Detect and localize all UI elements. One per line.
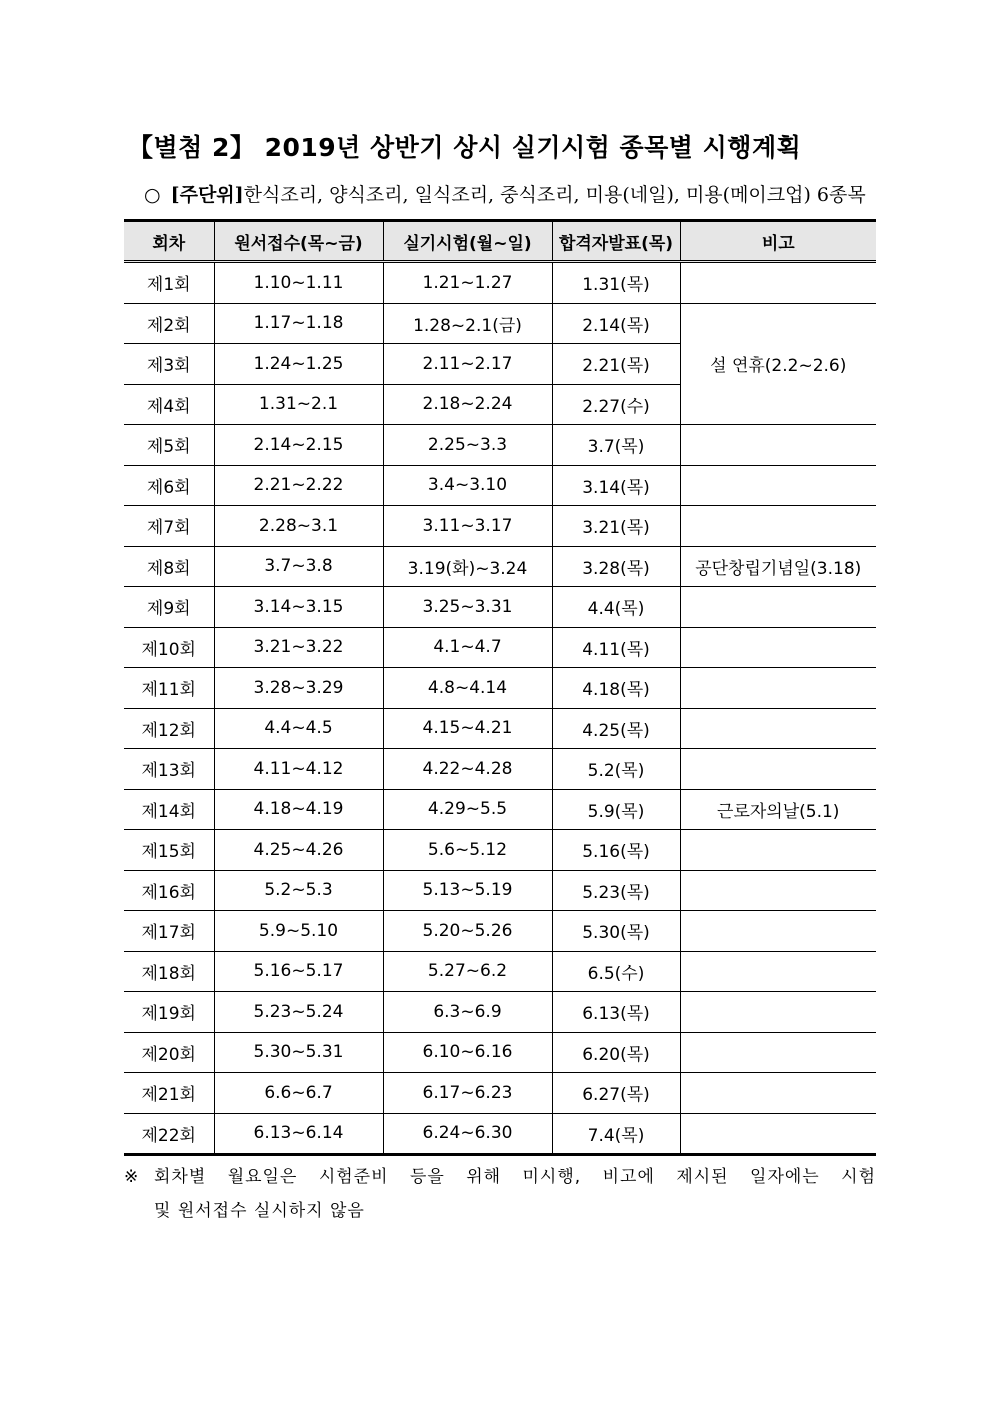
table-row bbox=[124, 870, 876, 911]
table-row bbox=[124, 708, 876, 749]
application-cell: 1.17~1.18 bbox=[214, 303, 383, 344]
remarks-cell bbox=[680, 1032, 876, 1073]
table-row bbox=[124, 465, 876, 506]
exam-cell: 6.10~6.16 bbox=[383, 1032, 552, 1073]
remarks-cell bbox=[680, 668, 876, 709]
announcement-cell: 5.23(목) bbox=[552, 870, 680, 911]
exam-cell: 3.11~3.17 bbox=[383, 506, 552, 547]
announcement-cell: 5.2(목) bbox=[552, 749, 680, 790]
application-cell: 1.31~2.1 bbox=[214, 384, 383, 425]
announcement-cell: 5.30(목) bbox=[552, 911, 680, 952]
application-cell: 5.30~5.31 bbox=[214, 1032, 383, 1073]
application-cell: 3.14~3.15 bbox=[214, 587, 383, 628]
announcement-cell: 4.25(목) bbox=[552, 708, 680, 749]
header-result-announcement: 합격자발표(목) bbox=[552, 221, 680, 262]
exam-cell: 6.3~6.9 bbox=[383, 992, 552, 1033]
exam-cell: 4.1~4.7 bbox=[383, 627, 552, 668]
announcement-cell: 6.13(목) bbox=[552, 992, 680, 1033]
application-cell: 2.14~2.15 bbox=[214, 425, 383, 466]
round-cell: 제9회 bbox=[124, 587, 214, 628]
document-title: 【별첨 2】 2019년 상반기 상시 실기시험 종목별 시행계획 bbox=[128, 133, 802, 162]
footnote bbox=[124, 1160, 876, 1228]
round-cell: 제1회 bbox=[124, 262, 214, 304]
remarks-cell bbox=[680, 587, 876, 628]
round-cell: 제17회 bbox=[124, 911, 214, 952]
remarks-cell: 근로자의날(5.1) bbox=[680, 789, 876, 830]
exam-cell: 4.29~5.5 bbox=[383, 789, 552, 830]
application-cell: 2.21~2.22 bbox=[214, 465, 383, 506]
header-application: 원서접수(목~금) bbox=[214, 221, 383, 262]
remarks-cell bbox=[680, 830, 876, 871]
announcement-cell: 2.14(목) bbox=[552, 303, 680, 344]
round-cell: 제8회 bbox=[124, 546, 214, 587]
remarks-cell bbox=[680, 627, 876, 668]
round-cell: 제4회 bbox=[124, 384, 214, 425]
exam-cell: 5.20~5.26 bbox=[383, 911, 552, 952]
exam-cell: 3.4~3.10 bbox=[383, 465, 552, 506]
application-cell: 5.2~5.3 bbox=[214, 870, 383, 911]
exam-cell: 5.27~6.2 bbox=[383, 951, 552, 992]
table-row bbox=[124, 1073, 876, 1114]
table-row bbox=[124, 830, 876, 871]
announcement-cell: 2.27(수) bbox=[552, 384, 680, 425]
remarks-cell bbox=[680, 708, 876, 749]
exam-cell: 5.13~5.19 bbox=[383, 870, 552, 911]
table-row bbox=[124, 627, 876, 668]
application-cell: 4.18~4.19 bbox=[214, 789, 383, 830]
round-cell: 제11회 bbox=[124, 668, 214, 709]
announcement-cell: 7.4(목) bbox=[552, 1113, 680, 1155]
round-cell: 제5회 bbox=[124, 425, 214, 466]
remarks-cell bbox=[680, 1113, 876, 1155]
announcement-cell: 3.14(목) bbox=[552, 465, 680, 506]
exam-cell: 6.24~6.30 bbox=[383, 1113, 552, 1155]
exam-cell: 2.18~2.24 bbox=[383, 384, 552, 425]
announcement-cell: 6.20(목) bbox=[552, 1032, 680, 1073]
announcement-cell: 5.9(목) bbox=[552, 789, 680, 830]
exam-cell: 3.19(화)~3.24 bbox=[383, 546, 552, 587]
exam-cell: 2.11~2.17 bbox=[383, 344, 552, 385]
announcement-cell: 6.27(목) bbox=[552, 1073, 680, 1114]
table-row bbox=[124, 749, 876, 790]
header-round: 회차 bbox=[124, 221, 214, 262]
header-practical-exam: 실기시험(월~일) bbox=[383, 221, 552, 262]
application-cell: 4.11~4.12 bbox=[214, 749, 383, 790]
announcement-cell: 3.7(목) bbox=[552, 425, 680, 466]
round-cell: 제16회 bbox=[124, 870, 214, 911]
table-row bbox=[124, 911, 876, 952]
remarks-cell: 공단창립기념일(3.18) bbox=[680, 546, 876, 587]
application-cell: 3.7~3.8 bbox=[214, 546, 383, 587]
round-cell: 제3회 bbox=[124, 344, 214, 385]
exam-cell: 4.8~4.14 bbox=[383, 668, 552, 709]
application-cell: 2.28~3.1 bbox=[214, 506, 383, 547]
application-cell: 4.4~4.5 bbox=[214, 708, 383, 749]
table-row bbox=[124, 951, 876, 992]
exam-cell: 4.22~4.28 bbox=[383, 749, 552, 790]
table-row bbox=[124, 546, 876, 587]
reference-mark-icon: ※ bbox=[124, 1167, 139, 1187]
remarks-cell bbox=[680, 465, 876, 506]
exam-schedule-table bbox=[124, 219, 876, 1156]
footnote-line-2: 및 원서접수 실시하지 않음 bbox=[154, 1201, 365, 1221]
announcement-cell: 5.16(목) bbox=[552, 830, 680, 871]
round-cell: 제13회 bbox=[124, 749, 214, 790]
announcement-cell: 2.21(목) bbox=[552, 344, 680, 385]
application-cell: 6.6~6.7 bbox=[214, 1073, 383, 1114]
remarks-cell bbox=[680, 506, 876, 547]
announcement-cell: 6.5(수) bbox=[552, 951, 680, 992]
remarks-cell bbox=[680, 870, 876, 911]
exam-cell: 1.28~2.1(금) bbox=[383, 303, 552, 344]
round-cell: 제7회 bbox=[124, 506, 214, 547]
application-cell: 4.25~4.26 bbox=[214, 830, 383, 871]
table-row bbox=[124, 262, 876, 304]
application-cell: 5.16~5.17 bbox=[214, 951, 383, 992]
exam-cell: 3.25~3.31 bbox=[383, 587, 552, 628]
remarks-cell bbox=[680, 749, 876, 790]
round-cell: 제20회 bbox=[124, 1032, 214, 1073]
announcement-cell: 3.28(목) bbox=[552, 546, 680, 587]
application-cell: 5.9~5.10 bbox=[214, 911, 383, 952]
exam-cell: 1.21~1.27 bbox=[383, 262, 552, 304]
round-cell: 제18회 bbox=[124, 951, 214, 992]
remarks-cell bbox=[680, 425, 876, 466]
remarks-cell bbox=[680, 262, 876, 304]
table-row bbox=[124, 668, 876, 709]
header-remarks: 비고 bbox=[680, 221, 876, 262]
remarks-cell bbox=[680, 992, 876, 1033]
announcement-cell: 4.4(목) bbox=[552, 587, 680, 628]
unit-tag: [주단위] bbox=[170, 184, 244, 206]
table-row bbox=[124, 303, 876, 344]
remarks-cell bbox=[680, 911, 876, 952]
exam-cell: 2.25~3.3 bbox=[383, 425, 552, 466]
subjects-text: 한식조리, 양식조리, 일식조리, 중식조리, 미용(네일), 미용(메이크업) 6종목 bbox=[243, 184, 866, 206]
exam-cell: 4.15~4.21 bbox=[383, 708, 552, 749]
table-row bbox=[124, 789, 876, 830]
exam-cell: 6.17~6.23 bbox=[383, 1073, 552, 1114]
target-subjects-line bbox=[144, 180, 866, 207]
remarks-cell: 설 연휴(2.2~2.6) bbox=[680, 303, 876, 425]
application-cell: 1.24~1.25 bbox=[214, 344, 383, 385]
table-row bbox=[124, 992, 876, 1033]
round-cell: 제14회 bbox=[124, 789, 214, 830]
exam-cell: 5.6~5.12 bbox=[383, 830, 552, 871]
remarks-cell bbox=[680, 951, 876, 992]
table-header-row bbox=[124, 221, 876, 262]
round-cell: 제15회 bbox=[124, 830, 214, 871]
round-cell: 제12회 bbox=[124, 708, 214, 749]
round-cell: 제6회 bbox=[124, 465, 214, 506]
application-cell: 5.23~5.24 bbox=[214, 992, 383, 1033]
round-cell: 제21회 bbox=[124, 1073, 214, 1114]
table-row bbox=[124, 506, 876, 547]
remarks-cell bbox=[680, 1073, 876, 1114]
circle-bullet-icon: ○ bbox=[144, 184, 161, 206]
table-row bbox=[124, 1032, 876, 1073]
announcement-cell: 1.31(목) bbox=[552, 262, 680, 304]
round-cell: 제19회 bbox=[124, 992, 214, 1033]
table-row bbox=[124, 587, 876, 628]
table-row bbox=[124, 1113, 876, 1155]
announcement-cell: 4.18(목) bbox=[552, 668, 680, 709]
announcement-cell: 3.21(목) bbox=[552, 506, 680, 547]
footnote-line-1: 회차별 월요일은 시험준비 등을 위해 미시행, 비고에 제시된 일자에는 시험 bbox=[154, 1167, 876, 1187]
application-cell: 3.21~3.22 bbox=[214, 627, 383, 668]
round-cell: 제10회 bbox=[124, 627, 214, 668]
round-cell: 제22회 bbox=[124, 1113, 214, 1155]
application-cell: 3.28~3.29 bbox=[214, 668, 383, 709]
announcement-cell: 4.11(목) bbox=[552, 627, 680, 668]
table-row bbox=[124, 425, 876, 466]
round-cell: 제2회 bbox=[124, 303, 214, 344]
application-cell: 6.13~6.14 bbox=[214, 1113, 383, 1155]
application-cell: 1.10~1.11 bbox=[214, 262, 383, 304]
